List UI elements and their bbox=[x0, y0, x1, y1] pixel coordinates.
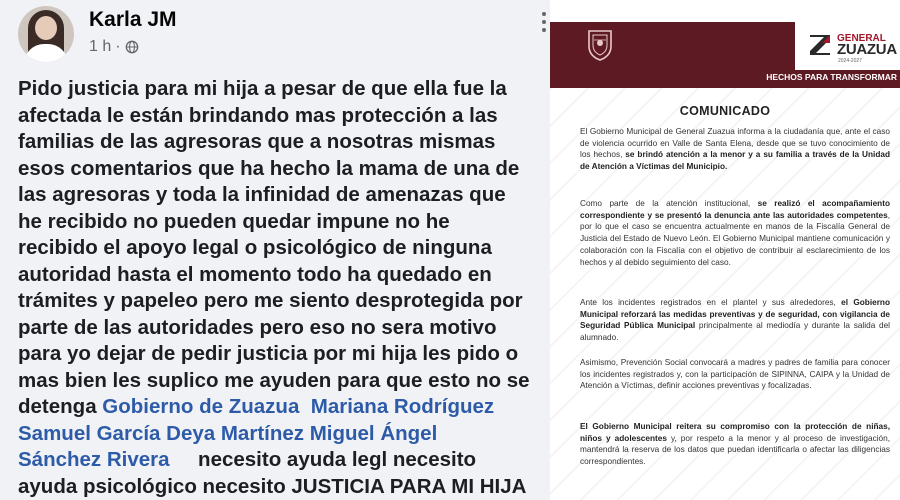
comunicado-document bbox=[550, 0, 900, 500]
post-text-fragment: detenga bbox=[18, 395, 103, 418]
mention-miguel-angel[interactable]: Miguel Ángel bbox=[309, 421, 438, 445]
paragraph-4: Asimismo, Prevención Social convocará a madres y padres de familia para conocer los incidentes registrados y, con la participación de SIPINNA, CAIPA y la Unidad de Atención a Víctimas, definir acciones preventivas y focalizadas. bbox=[580, 358, 890, 391]
mention-gobierno-zuazua[interactable]: Gobierno de Zuazua bbox=[102, 395, 300, 418]
avatar[interactable] bbox=[18, 6, 74, 62]
post-line: esos comentarios que ha hecho la mama de una de bbox=[18, 156, 520, 180]
avatar-face bbox=[35, 16, 57, 40]
post-line: autoridad hasta el momento todo ha quedado en bbox=[18, 262, 492, 286]
paragraph-1: El Gobierno Municipal de General Zuazua informa a la ciudadanía que, ante el caso de violencia ocurrido en Valle de Santa Elena, desde que se tuvo conocimiento de los hechos, se brindó atención a la menor y a su familia a través de la Unidad de Atención a Víctimas del Municipio. bbox=[580, 127, 890, 172]
post-line bbox=[18, 421, 550, 448]
post-line bbox=[18, 394, 550, 421]
post-line: trámites y papeleo pero me siento desprotegida por bbox=[18, 289, 523, 312]
paragraph-2: Como parte de la atención institucional, se realizó el acompañamiento correspondiente y se presentó la denuncia ante las autoridades competentes, por lo que el caso se encuentra actualmente en manos de la Fiscalía General de Justicia del Estado de Nuevo León. El Gobierno Municipal mantiene comunicación y colaboración con la Fiscalía con el objetivo de contribuir al esclarecimiento de los hechos y al debido seguimiento del caso. bbox=[580, 199, 890, 267]
paragraph-5: El Gobierno Municipal reitera su compromiso con la protección de niñas, niños y adolescentes y, por respeto a la menor y al proceso de investigación, mantendrá la reserva de los datos que puedan identificarla o afectar las diligencias correspondientes. bbox=[580, 422, 890, 467]
post-line: ayuda psicológico necesito JUSTICIA PARA MI HIJA bbox=[18, 474, 527, 498]
post-line: familias de las agresoras que a nosotras mismas bbox=[18, 130, 496, 153]
post-meta bbox=[89, 38, 139, 56]
post-line: Pido justicia para mi hija a pesar de que ella fue la bbox=[18, 77, 507, 100]
mention-sanchez-rivera[interactable]: Sánchez Rivera bbox=[18, 448, 170, 471]
document-title: COMUNICADO bbox=[679, 104, 771, 118]
header-slogan: HECHOS PARA TRANSFORMAR bbox=[766, 72, 897, 82]
post-line: las agresoras y toda la infinidad de amenazas que bbox=[18, 183, 506, 206]
meta-separator: · bbox=[115, 38, 121, 55]
post-line: parte de las autoridades pero eso no sera motivo bbox=[18, 315, 497, 339]
mention-mariana-rodriguez[interactable]: Mariana Rodríguez bbox=[310, 395, 495, 418]
logo-text-period: 2024-2027 bbox=[838, 58, 862, 64]
post-line bbox=[18, 447, 550, 474]
more-options-icon[interactable] bbox=[538, 10, 550, 34]
post-time[interactable]: 1 h bbox=[89, 38, 112, 55]
mention-samuel-garcia[interactable]: Samuel García bbox=[18, 421, 161, 445]
post-text bbox=[18, 76, 550, 500]
paragraph-3: Ante los incidentes registrados en el plantel y sus alrededores, el Gobierno Municipal reforzará las medidas preventivas y de seguridad, con vigilancia de Seguridad Pública Municipal principalmente al mediodía y durante la salida del alumnado. bbox=[580, 298, 891, 343]
post-line: recibido el apoyo legal o psicológico de ninguna bbox=[18, 236, 492, 259]
mention-deya-martinez[interactable]: Deya Martínez bbox=[166, 421, 305, 445]
municipal-seal-icon bbox=[586, 28, 614, 62]
post-line: mas bien les suplico me ayuden para que esto no se bbox=[18, 368, 530, 392]
post-text-fragment: necesito ayuda legl necesito bbox=[198, 448, 477, 471]
logo-text-zuazua: ZUAZUA bbox=[837, 41, 897, 58]
post-author[interactable]: Karla JM bbox=[89, 8, 177, 31]
post-line: afectada le están brindando mas protección a las bbox=[18, 103, 498, 127]
post-line: he recibido no pueden quedar impune no he bbox=[18, 209, 450, 233]
globe-icon[interactable] bbox=[125, 40, 139, 54]
logo-text-general: GENERAL bbox=[837, 33, 886, 44]
zuazua-logo-icon bbox=[808, 33, 832, 57]
post-line: para yo dejar de pedir justicia por mi hija les pido o bbox=[18, 342, 519, 365]
